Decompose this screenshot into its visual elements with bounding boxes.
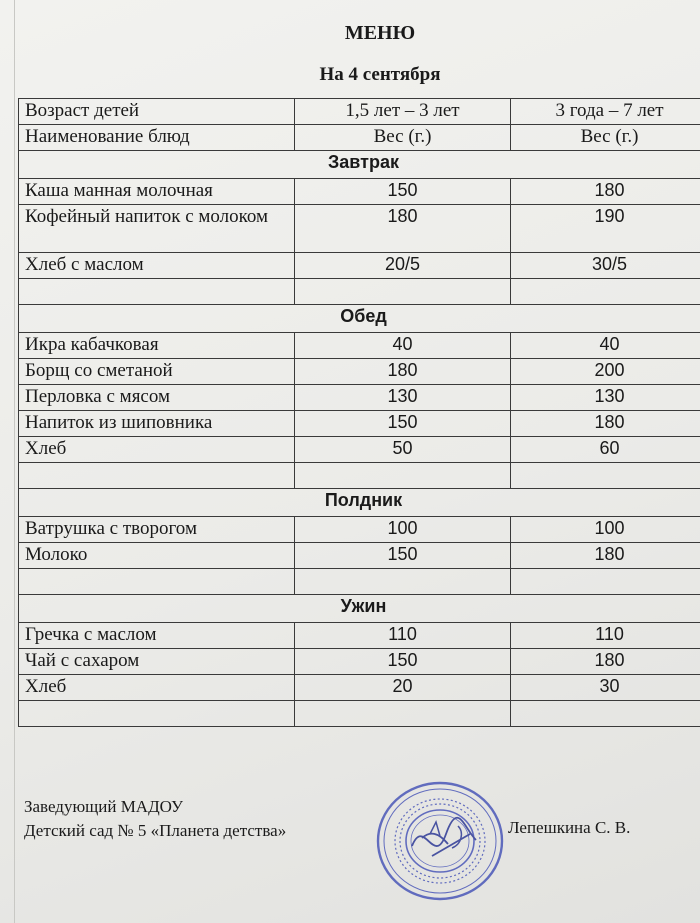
weight-old: 200 [511,359,700,385]
dish-name: Кофейный напиток с молоком [19,205,295,253]
weight-old: 180 [511,543,700,569]
weight-old: 180 [511,649,700,675]
weight-old: 60 [511,437,700,463]
weight-label-2: Вес (г.) [511,125,700,151]
dish-label: Наименование блюд [19,125,295,151]
signature-position-line1: Заведующий МАДОУ [24,797,184,816]
table-row [19,385,700,411]
signature-position-line2: Детский сад № 5 «Планета детства» [24,821,287,840]
weight-young: 100 [295,517,511,543]
empty-row [19,463,700,489]
weight-old: 180 [511,179,700,205]
section-breakfast [19,151,700,179]
weight-young: 50 [295,437,511,463]
weight-old: 130 [511,385,700,411]
age-header-row [19,99,700,125]
age-group-1: 1,5 лет – 3 лет [295,99,511,125]
dish-name: Напиток из шиповника [19,411,295,437]
dish-name: Чай с сахаром [19,649,295,675]
table-row [19,543,700,569]
signature-block [24,795,286,843]
menu-table [18,98,700,727]
weight-young: 150 [295,179,511,205]
dish-name: Борщ со сметаной [19,359,295,385]
section-dinner [19,595,700,623]
dish-name: Перловка с мясом [19,385,295,411]
dish-header-row [19,125,700,151]
official-stamp-seal [372,776,508,906]
weight-young: 180 [295,359,511,385]
weight-young: 20 [295,675,511,701]
weight-young: 130 [295,385,511,411]
table-row [19,333,700,359]
weight-label-1: Вес (г.) [295,125,511,151]
dish-name: Хлеб [19,675,295,701]
weight-young: 150 [295,543,511,569]
page-title: МЕНЮ [344,22,416,44]
dish-name: Хлеб с маслом [19,253,295,279]
empty-row [19,701,700,727]
weight-old: 100 [511,517,700,543]
table-row [19,253,700,279]
section-title: Ужин [19,595,700,623]
table-row [19,205,700,253]
dish-name: Молоко [19,543,295,569]
signature-name: Лепешкина С. В. [508,818,631,837]
weight-old: 190 [511,205,700,253]
table-row [19,179,700,205]
section-lunch [19,305,700,333]
table-row [19,623,700,649]
dish-name: Каша манная молочная [19,179,295,205]
weight-young: 150 [295,649,511,675]
weight-young: 40 [295,333,511,359]
empty-row [19,279,700,305]
dish-name: Хлеб [19,437,295,463]
section-title: Обед [19,305,700,333]
dish-name: Ватрушка с творогом [19,517,295,543]
table-row [19,649,700,675]
weight-old: 40 [511,333,700,359]
dish-name: Гречка с маслом [19,623,295,649]
table-row [19,675,700,701]
weight-young: 150 [295,411,511,437]
section-title: Завтрак [19,151,700,179]
table-row [19,517,700,543]
empty-row [19,569,700,595]
date-line: На 4 сентября [319,64,441,85]
age-group-2: 3 года – 7 лет [511,99,700,125]
table-row [19,437,700,463]
section-snack [19,489,700,517]
section-title: Полдник [19,489,700,517]
weight-old: 110 [511,623,700,649]
table-row [19,411,700,437]
weight-young: 110 [295,623,511,649]
age-label: Возраст детей [19,99,295,125]
stamp-seal-icon [372,776,508,906]
weight-old: 180 [511,411,700,437]
weight-old: 30/5 [511,253,700,279]
table-row [19,359,700,385]
dish-name: Икра кабачковая [19,333,295,359]
weight-young: 180 [295,205,511,253]
weight-old: 30 [511,675,700,701]
weight-young: 20/5 [295,253,511,279]
